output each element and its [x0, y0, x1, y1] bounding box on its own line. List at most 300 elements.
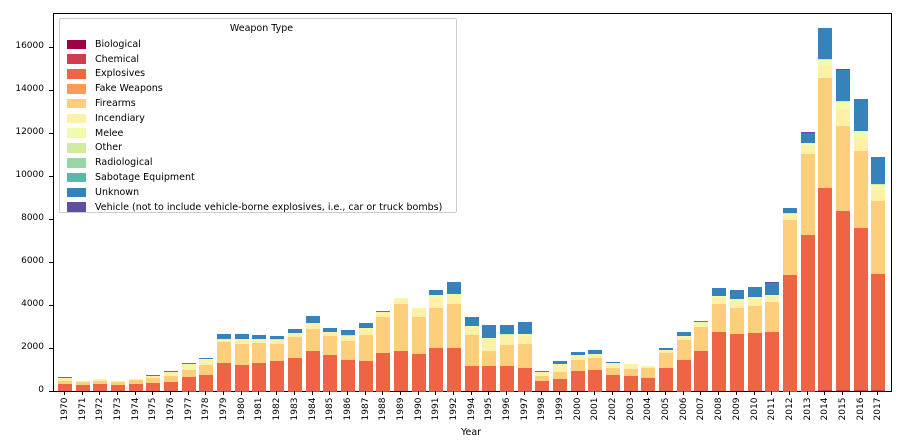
x-tick-label: 1999	[555, 397, 566, 421]
bar-2000	[571, 352, 585, 391]
y-tick-label: 0	[38, 385, 44, 395]
segment-unknown	[801, 133, 815, 143]
x-tick	[117, 391, 118, 395]
segment-explosives	[146, 383, 160, 391]
segment-explosives	[58, 384, 72, 391]
legend-swatch-incendiary	[67, 114, 86, 124]
x-tick	[754, 391, 755, 395]
x-tick-label: 1991	[431, 397, 442, 421]
segment-firearms	[677, 340, 691, 360]
bar-1987	[359, 323, 373, 391]
bar-2004	[641, 366, 655, 391]
bar-2015	[836, 69, 850, 391]
segment-explosives	[323, 355, 337, 391]
x-tick-label: 2017	[873, 397, 884, 421]
segment-explosives	[376, 353, 390, 391]
bar-1977	[182, 363, 196, 391]
segment-incendiary	[871, 190, 885, 202]
legend-label: Other	[95, 142, 122, 154]
legend-row-firearms	[67, 96, 456, 111]
segment-chemical	[854, 390, 868, 391]
x-tick-label: 2008	[714, 397, 725, 421]
legend-swatch-firearms	[67, 99, 86, 109]
segment-firearms	[465, 335, 479, 366]
legend-label: Biological	[95, 38, 141, 50]
x-tick-label: 2016	[855, 397, 866, 421]
segment-explosives	[500, 366, 514, 391]
segment-explosives	[482, 366, 496, 391]
legend-swatch-radiological	[67, 158, 86, 168]
x-tick-label: 2001	[590, 397, 601, 421]
segment-explosives	[871, 274, 885, 390]
bar-1973	[111, 381, 125, 391]
x-tick-label: 2010	[749, 397, 760, 421]
x-tick	[683, 391, 684, 395]
segment-incendiary	[730, 301, 744, 308]
x-tick-label: 1976	[166, 397, 177, 421]
segment-unknown	[482, 325, 496, 338]
segment-explosives	[182, 377, 196, 391]
bar-1995	[482, 325, 496, 391]
segment-explosives	[270, 361, 284, 391]
segment-explosives	[659, 368, 673, 391]
segment-explosives	[730, 334, 744, 391]
segment-unknown	[765, 283, 779, 294]
bar-1976	[164, 371, 178, 391]
segment-explosives	[606, 375, 620, 390]
x-tick	[170, 391, 171, 395]
x-tick	[842, 391, 843, 395]
bar-1974	[129, 379, 143, 391]
legend-swatch-chemical	[67, 54, 86, 64]
x-tick	[99, 391, 100, 395]
x-tick-label: 1970	[60, 397, 70, 421]
segment-explosives	[641, 378, 655, 391]
segment-firearms	[854, 151, 868, 228]
segment-firearms	[341, 341, 355, 360]
segment-firearms	[252, 343, 266, 363]
legend-row-vehicle-not-to-include-vehicle	[67, 200, 456, 215]
x-tick-label: 1988	[378, 397, 389, 421]
segment-unknown	[871, 157, 885, 184]
segment-unknown	[748, 287, 762, 297]
x-tick-label: 1987	[360, 397, 371, 421]
x-tick	[718, 391, 719, 395]
bar-2017	[871, 157, 885, 391]
segment-explosives	[447, 348, 461, 391]
segment-explosives	[836, 211, 850, 391]
segment-firearms	[783, 220, 797, 275]
y-tick-label: 16000	[15, 41, 44, 51]
segment-explosives	[359, 361, 373, 391]
legend-swatch-melee	[67, 128, 86, 138]
x-tick	[807, 391, 808, 395]
segment-unknown	[730, 290, 744, 300]
legend-row-explosives	[67, 67, 456, 82]
bar-1992	[447, 282, 461, 391]
x-tick	[152, 391, 153, 395]
legend-row-biological	[67, 37, 456, 52]
segment-explosives	[801, 235, 815, 391]
y-tick	[49, 47, 54, 48]
segment-unknown	[836, 70, 850, 102]
x-tick-label: 1981	[254, 397, 265, 421]
legend-label: Radiological	[95, 157, 153, 169]
segment-firearms	[553, 372, 567, 379]
x-tick-label: 1985	[325, 397, 336, 421]
y-tick-label: 4000	[21, 299, 44, 309]
bar-1999	[553, 361, 567, 391]
bar-2013	[801, 132, 815, 391]
legend-row-radiological	[67, 155, 456, 170]
segment-firearms	[801, 154, 815, 235]
bar-1971	[76, 381, 90, 391]
x-tick	[541, 391, 542, 395]
x-tick-label: 1977	[183, 397, 194, 421]
segment-incendiary	[500, 335, 514, 345]
legend-swatch-explosives	[67, 69, 86, 79]
x-tick	[488, 391, 489, 395]
x-tick-label: 2005	[661, 397, 672, 421]
segment-firearms	[359, 335, 373, 362]
x-tick-label: 2006	[678, 397, 689, 421]
x-tick-label: 1997	[519, 397, 530, 421]
segment-explosives	[252, 363, 266, 391]
legend-label: Vehicle (not to include vehicle-borne explosives, i.e., car or truck bombs)	[95, 201, 443, 213]
segment-firearms	[447, 304, 461, 349]
segment-explosives	[712, 332, 726, 391]
legend-row-chemical	[67, 52, 456, 67]
legend-label: Incendiary	[95, 112, 145, 124]
x-tick-label: 1982	[272, 397, 283, 421]
segment-firearms	[323, 336, 337, 355]
x-tick	[736, 391, 737, 395]
segment-chemical	[836, 390, 850, 391]
segment-explosives	[624, 376, 638, 391]
x-tick	[824, 391, 825, 395]
y-tick	[49, 176, 54, 177]
legend-swatch-other	[67, 143, 86, 153]
segment-firearms	[571, 360, 585, 371]
x-tick	[877, 391, 878, 395]
segment-explosives	[164, 382, 178, 391]
legend-row-other	[67, 141, 456, 156]
legend-label: Fake Weapons	[95, 83, 163, 95]
y-tick	[49, 262, 54, 263]
bar-1988	[376, 311, 390, 391]
bar-2014	[818, 28, 832, 391]
y-tick	[49, 305, 54, 306]
segment-explosives	[199, 375, 213, 391]
segment-explosives	[783, 275, 797, 390]
x-tick	[860, 391, 861, 395]
segment-chemical	[818, 390, 832, 391]
bar-1972	[93, 379, 107, 391]
segment-incendiary	[518, 336, 532, 344]
x-tick-label: 2014	[820, 397, 831, 421]
segment-firearms	[376, 317, 390, 354]
segment-firearms	[712, 304, 726, 332]
legend	[59, 18, 457, 213]
x-tick-label: 2009	[731, 397, 742, 421]
bar-2002	[606, 362, 620, 391]
segment-firearms	[659, 353, 673, 369]
y-tick	[49, 391, 54, 392]
x-tick	[630, 391, 631, 395]
segment-incendiary	[465, 327, 479, 335]
segment-explosives	[553, 379, 567, 391]
bar-1979	[217, 334, 231, 391]
segment-firearms	[871, 201, 885, 274]
bar-1997	[518, 322, 532, 391]
x-tick	[223, 391, 224, 395]
x-tick	[700, 391, 701, 395]
segment-unknown	[712, 288, 726, 297]
bar-1982	[270, 336, 284, 391]
segment-incendiary	[854, 138, 868, 152]
x-tick	[241, 391, 242, 395]
x-tick	[347, 391, 348, 395]
y-tick	[49, 348, 54, 349]
bar-2009	[730, 290, 744, 391]
legend-label: Melee	[95, 127, 124, 139]
x-tick-label: 1994	[466, 397, 477, 421]
x-tick	[612, 391, 613, 395]
x-tick-label: 1971	[77, 397, 88, 421]
x-tick	[418, 391, 419, 395]
segment-unknown	[447, 282, 461, 294]
x-tick	[258, 391, 259, 395]
x-tick	[382, 391, 383, 395]
x-tick	[594, 391, 595, 395]
x-tick-label: 1984	[307, 397, 318, 421]
x-tick	[665, 391, 666, 395]
x-tick-label: 1996	[502, 397, 512, 421]
segment-firearms	[429, 308, 443, 348]
x-tick	[471, 391, 472, 395]
segment-firearms	[500, 345, 514, 366]
segment-explosives	[217, 363, 231, 391]
segment-firearms	[217, 342, 231, 362]
x-tick	[135, 391, 136, 395]
legend-label: Unknown	[95, 186, 140, 198]
x-tick-label: 1975	[148, 397, 159, 421]
segment-firearms	[288, 337, 302, 357]
segment-explosives	[465, 366, 479, 391]
segment-firearms	[836, 126, 850, 211]
segment-explosives	[394, 351, 408, 391]
x-tick-label: 2000	[572, 397, 583, 421]
segment-explosives	[588, 370, 602, 391]
segment-incendiary	[482, 339, 496, 351]
segment-firearms	[588, 358, 602, 370]
x-tick-label: 1992	[448, 397, 459, 421]
bar-1980	[235, 334, 249, 391]
segment-unknown	[518, 322, 532, 334]
y-tick	[49, 90, 54, 91]
x-tick-label: 1986	[342, 397, 353, 421]
x-tick-label: 1973	[113, 397, 124, 421]
segment-firearms	[394, 304, 408, 351]
segment-unknown	[306, 316, 320, 323]
segment-explosives	[288, 358, 302, 391]
bar-1984	[306, 316, 320, 391]
segment-firearms	[270, 344, 284, 361]
bar-2011	[765, 282, 779, 391]
segment-unknown	[818, 28, 832, 60]
x-tick	[771, 391, 772, 395]
x-tick-label: 1974	[130, 397, 141, 421]
x-tick	[524, 391, 525, 395]
y-tick-label: 8000	[21, 213, 44, 223]
segment-firearms	[482, 351, 496, 366]
x-tick	[82, 391, 83, 395]
segment-explosives	[677, 360, 691, 391]
legend-label: Chemical	[95, 53, 140, 65]
x-tick	[577, 391, 578, 395]
x-tick-label: 2013	[802, 397, 813, 421]
segment-firearms	[412, 317, 426, 354]
legend-swatch-unknown	[67, 188, 86, 198]
legend-title: Weapon Type	[229, 23, 294, 34]
bar-1983	[288, 329, 302, 391]
bar-1998	[535, 371, 549, 391]
bar-2001	[588, 350, 602, 391]
x-tick	[276, 391, 277, 395]
legend-row-sabotage-equipment	[67, 170, 456, 185]
segment-incendiary	[801, 145, 815, 154]
segment-firearms	[641, 368, 655, 378]
bar-1986	[341, 330, 355, 391]
bar-1991	[429, 290, 443, 391]
bar-1985	[323, 328, 337, 391]
segment-incendiary	[412, 309, 426, 317]
legend-rows	[67, 37, 456, 215]
y-tick	[49, 133, 54, 134]
y-tick	[49, 219, 54, 220]
x-tick-label: 1980	[236, 397, 247, 421]
bar-2005	[659, 348, 673, 391]
segment-explosives	[93, 384, 107, 391]
x-tick-label: 2003	[625, 397, 636, 421]
x-axis-label: Year	[460, 427, 482, 438]
segment-firearms	[606, 368, 620, 376]
x-tick	[453, 391, 454, 395]
bar-2016	[854, 99, 868, 391]
segment-melee	[836, 102, 850, 109]
segment-explosives	[129, 384, 143, 391]
x-tick-label: 1983	[289, 397, 300, 421]
segment-firearms	[624, 369, 638, 376]
segment-explosives	[748, 333, 762, 391]
bar-1978	[199, 358, 213, 391]
bar-2008	[712, 288, 726, 391]
segment-firearms	[518, 344, 532, 368]
x-tick	[506, 391, 507, 395]
x-tick-label: 1978	[201, 397, 212, 421]
x-tick-label: 1989	[395, 397, 406, 421]
segment-explosives	[854, 228, 868, 390]
segment-explosives	[535, 381, 549, 391]
bar-1994	[465, 317, 479, 391]
segment-firearms	[730, 308, 744, 334]
x-tick	[205, 391, 206, 395]
segment-explosives	[412, 354, 426, 391]
bar-1996	[500, 325, 514, 391]
segment-firearms	[748, 306, 762, 333]
bar-2007	[694, 321, 708, 391]
bar-1975	[146, 375, 160, 391]
segment-firearms	[765, 302, 779, 332]
x-tick-label: 1979	[219, 397, 230, 421]
x-tick-label: 2011	[767, 397, 778, 421]
legend-swatch-sabotage-equipment	[67, 173, 86, 183]
segment-incendiary	[818, 65, 832, 78]
bar-1970	[58, 377, 72, 391]
segment-firearms	[235, 344, 249, 366]
legend-label: Firearms	[95, 98, 136, 110]
x-tick	[647, 391, 648, 395]
segment-explosives	[571, 371, 585, 391]
segment-incendiary	[712, 297, 726, 304]
x-tick-label: 2012	[784, 397, 795, 421]
bar-1990	[412, 308, 426, 392]
segment-incendiary	[836, 109, 850, 126]
segment-chemical	[871, 390, 885, 391]
y-tick-label: 10000	[15, 170, 44, 180]
segment-explosives	[235, 365, 249, 391]
bar-2006	[677, 332, 691, 391]
y-tick-label: 12000	[15, 127, 44, 137]
x-tick-label: 1995	[484, 397, 495, 421]
segment-explosives	[341, 360, 355, 391]
y-tick-label: 6000	[21, 256, 44, 266]
segment-firearms	[306, 329, 320, 352]
segment-incendiary	[429, 298, 443, 308]
legend-row-melee	[67, 126, 456, 141]
x-tick	[789, 391, 790, 395]
segment-explosives	[429, 348, 443, 391]
segment-firearms	[199, 365, 213, 374]
x-tick	[559, 391, 560, 395]
segment-explosives	[818, 188, 832, 390]
bar-1981	[252, 335, 266, 391]
x-tick	[400, 391, 401, 395]
x-tick	[435, 391, 436, 395]
segment-incendiary	[553, 365, 567, 372]
segment-incendiary	[447, 295, 461, 303]
bar-2003	[624, 364, 638, 391]
legend-row-fake-weapons	[67, 81, 456, 96]
x-tick-label: 2002	[608, 397, 619, 421]
segment-explosives	[765, 332, 779, 390]
legend-row-incendiary	[67, 111, 456, 126]
bar-2010	[748, 287, 762, 391]
x-tick-label: 2007	[696, 397, 707, 421]
legend-row-unknown	[67, 185, 456, 200]
segment-unknown	[854, 99, 868, 131]
segment-explosives	[306, 351, 320, 391]
segment-explosives	[518, 368, 532, 391]
segment-explosives	[694, 351, 708, 391]
legend-label: Sabotage Equipment	[95, 172, 195, 184]
legend-swatch-biological	[67, 40, 86, 50]
bar-1989	[394, 298, 408, 391]
bar-2012	[783, 208, 797, 391]
x-tick	[329, 391, 330, 395]
segment-incendiary	[748, 299, 762, 306]
y-tick-label: 14000	[15, 84, 44, 94]
